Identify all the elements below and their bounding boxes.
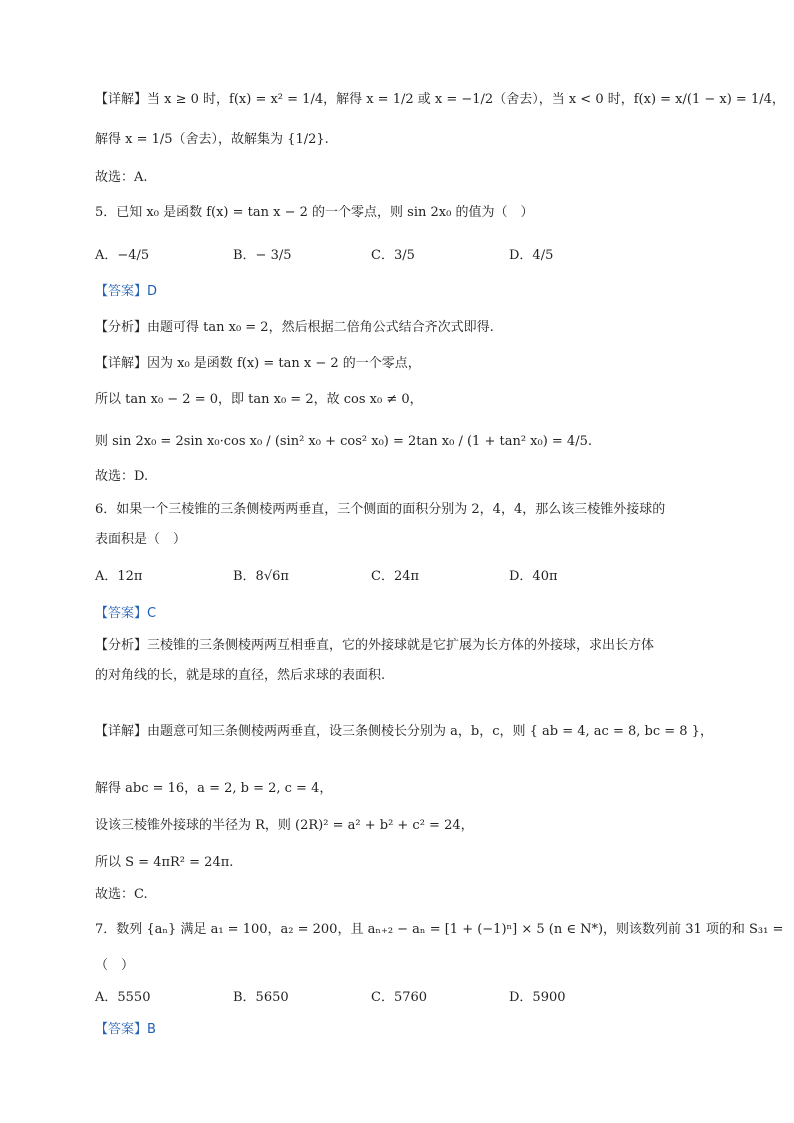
q6-analysis-1: 【分析】三棱锥的三条侧棱两两互相垂直，它的外接球就是它扩展为长方体的外接球，求出长方体 bbox=[95, 638, 655, 653]
q6-option-d: D．40π bbox=[509, 569, 558, 584]
q5-option-c: C．3/5 bbox=[371, 248, 415, 263]
q6-detail-1: 【详解】由题意可知三条侧棱两两垂直，设三条侧棱长分别为 a，b，c，则 { ab = 4, ac = 8, bc = 8 }， bbox=[95, 724, 713, 739]
detail-line-2: 解得 x = 1/5（舍去），故解集为 {1/2}. bbox=[95, 132, 329, 147]
question-7-line-1: 7．数列 {aₙ} 满足 a₁ = 100，a₂ = 200，且 aₙ₊₂ − aₙ = [1 + (−1)ⁿ] × 5 (n ∈ N*)，则该数列前 31 项的和 S₃₁ = bbox=[95, 922, 784, 937]
question-6-line-2: 表面积是（ ） bbox=[95, 532, 187, 547]
q6-answer: 【答案】C bbox=[95, 606, 157, 621]
q5-detail-1: 【详解】因为 x₀ 是函数 f(x) = tan x − 2 的一个零点， bbox=[95, 356, 421, 371]
q5-answer: 【答案】D bbox=[95, 284, 158, 299]
q6-detail-2: 解得 abc = 16，a = 2, b = 2, c = 4， bbox=[95, 781, 333, 796]
q6-analysis-2: 的对角线的长，就是球的直径，然后求球的表面积. bbox=[95, 668, 386, 683]
detail-line-1: 【详解】当 x ≥ 0 时，f(x) = x² = 1/4，解得 x = 1/2 或 x = −1/2（舍去），当 x < 0 时，f(x) = x/(1 − x) = 1/4， bbox=[95, 92, 785, 107]
q6-option-c: C．24π bbox=[371, 569, 420, 584]
question-7-line-2: （ ） bbox=[95, 958, 135, 973]
question-6-line-1: 6．如果一个三棱锥的三条侧棱两两垂直，三个侧面的面积分别为 2，4，4，那么该三棱锥外接球的 bbox=[95, 502, 666, 517]
question-5: 5．已知 x₀ 是函数 f(x) = tan x − 2 的一个零点，则 sin 2x₀ 的值为（ ） bbox=[95, 205, 534, 220]
q5-option-d: D．4/5 bbox=[509, 248, 554, 263]
q5-detail-2: 所以 tan x₀ − 2 = 0，即 tan x₀ = 2，故 cos x₀ ≠ 0， bbox=[95, 392, 423, 407]
q7-option-c: C．5760 bbox=[371, 990, 428, 1005]
q6-detail-4: 所以 S = 4πR² = 24π. bbox=[95, 855, 234, 870]
q6-option-b: B．8√6π bbox=[233, 569, 289, 584]
q6-detail-3: 设该三棱锥外接球的半径为 R，则 (2R)² = a² + b² + c² = 24， bbox=[95, 818, 474, 833]
choice-line: 故选：A. bbox=[95, 170, 148, 185]
q5-option-b: B．− 3/5 bbox=[233, 248, 292, 263]
q7-option-d: D．5900 bbox=[509, 990, 566, 1005]
q5-option-a: A．−4/5 bbox=[95, 248, 150, 263]
q7-answer: 【答案】B bbox=[95, 1022, 156, 1037]
q6-choice: 故选：C. bbox=[95, 887, 148, 902]
q5-choice: 故选：D. bbox=[95, 469, 149, 484]
q5-detail-3: 则 sin 2x₀ = 2sin x₀·cos x₀ / (sin² x₀ + cos² x₀) = 2tan x₀ / (1 + tan² x₀) = 4/5. bbox=[95, 434, 592, 449]
q7-option-b: B．5650 bbox=[233, 990, 289, 1005]
q5-analysis: 【分析】由题可得 tan x₀ = 2，然后根据二倍角公式结合齐次式即得. bbox=[95, 320, 494, 335]
q6-option-a: A．12π bbox=[95, 569, 143, 584]
q7-option-a: A．5550 bbox=[95, 990, 151, 1005]
